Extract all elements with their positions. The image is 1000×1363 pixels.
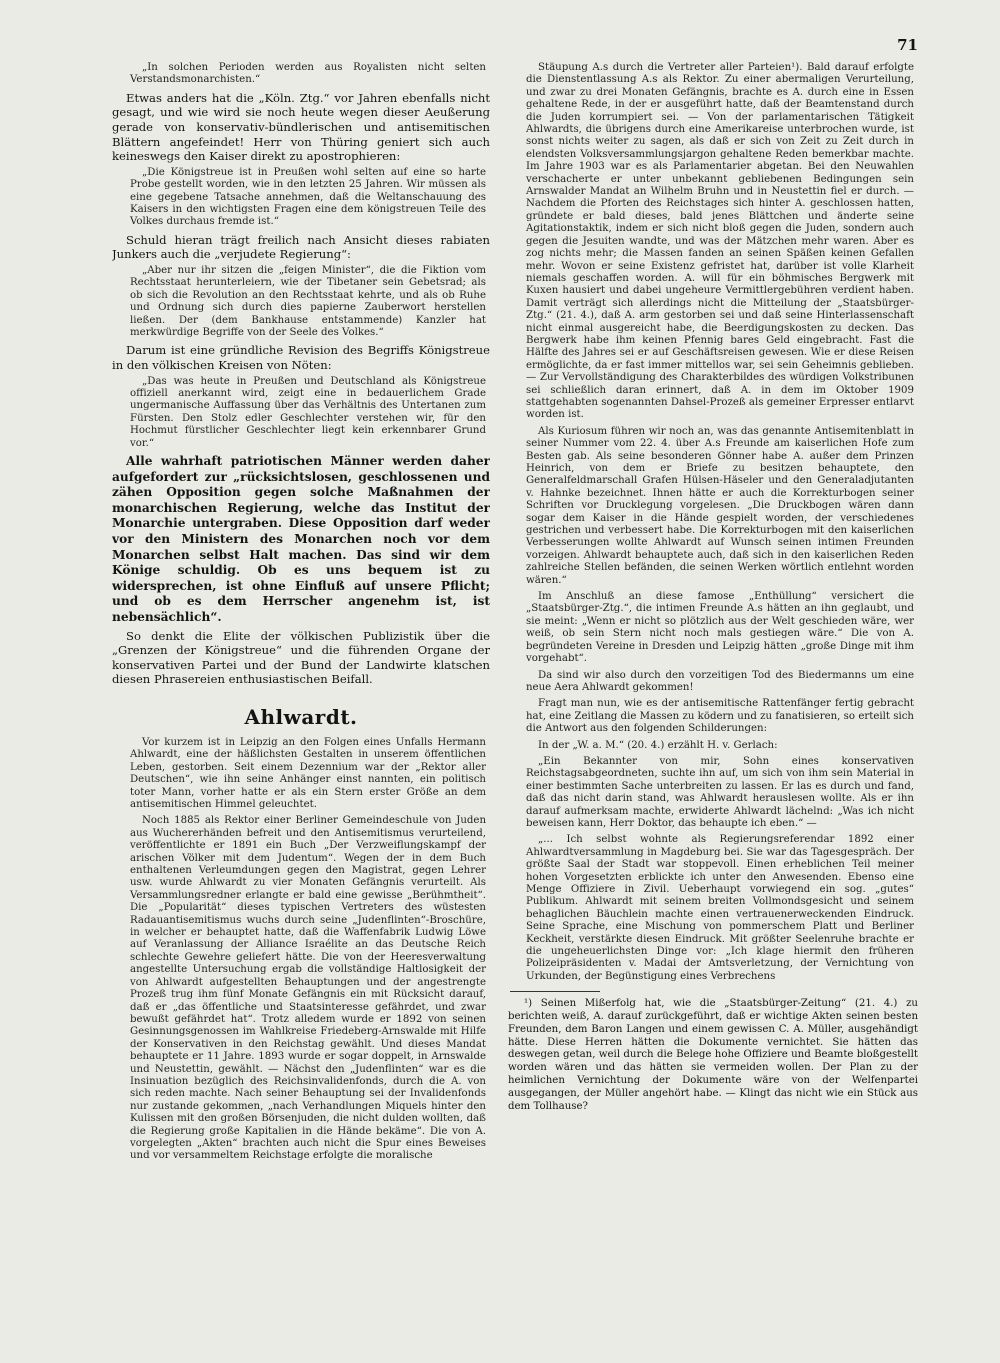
- quote-paragraph: „Ein Bekannter von mir, Sohn eines konservativen Reichstagsabgeordneten, suchte ihn auf, um sich von ihm sein Material in einer bestimmten Sache unterbreiten zu lassen. Er las es durch und fand, daß das nicht darin stand, was Ahlwardt herauslesen wollte. Als er ihn darauf aufmerksam machte, erwiderte Ahlwardt lächelnd: „Was ich nicht beweisen kann, Herr Doktor, das behaupte ich eben.“ —: [526, 755, 914, 829]
- body-paragraph: Schuld hieran trägt freilich nach Ansicht dieses rabiaten Junkers auch die „verjudete Regierung“:: [112, 232, 490, 262]
- quote-paragraph: „Aber nur ihr sitzen die „feigen Minister“, die die Fiktion vom Rechtsstaat herunterleiern, wie der Tibetaner sein Gebetsrad; als ob sich die Revolution an den Rechtsstaat kehrte, und als ob Ruhe und Ordnung sich durch dies papierne Zauberwort herstellen ließen. Der (dem Bankhause entstammende) Kanzler hat merkwürdige Begriffe von der Seele des Volkes.“: [130, 265, 486, 339]
- quote-paragraph: „... Ich selbst wohnte als Regierungsreferendar 1892 einer Ahlwardtversammlung in Magdeburg bei. Sie war das Tagesgespräch. Der größte Saal der Stadt war stoppevoll. Einen erheblichen Teil meiner hohen Vorgesetzten erblickte ich unter den Anwesenden. Ebenso eine Menge Offiziere in Zivil. Ueberhaupt vorwiegend ein sog. „gutes“ Publikum. Ahlwardt mit seinem breiten Vollmondsgesicht und seinem behaglichen Bäuchlein machte einen vertrauenerweckenden Eindruck. Seine Sprache, eine Mischung von pommerschem Platt und Berliner Keckheit, verstärkte diesen Eindruck. Mit größter Seelenruhe brachte er die ungeheuerlichsten Dinge vor: „Ich klage hiermit den früheren Polizeipräsidenten v. Madai der Amtsverletzung, der Vernichtung von Urkunden, der Begünstigung eines Verbrechens: [526, 834, 914, 982]
- body-paragraph: Alle wahrhaft patriotischen Männer werden daher aufgefordert zur „rücksichtslosen, geschlossenen und zähen Opposition gegen solche Maßnahmen der monarchischen Regierung, welche das Institut der Monarchie untergraben. Diese Opposition darf weder vor den Ministern des Monarchen noch vor dem Monarchen selbst Halt machen. Das sind wir dem Könige schuldig. Ob es uns bequem ist zu widersprechen, ist ohne Einfluß auf unsere Pflicht; und ob es dem Herrscher angenehm ist, ist nebensächlich“.: [112, 454, 490, 624]
- body-paragraph: Da sind wir also durch den vorzeitigen Tod des Biedermanns um eine neue Aera Ahlwardt gekommen!: [526, 669, 914, 693]
- quote-paragraph: „Die Königstreue ist in Preußen wohl selten auf eine so harte Probe gestellt worden, wie in den letzten 25 Jahren. Wir müssen als eine gegebene Tatsache annehmen, daß die Weltanschauung des Kaisers in den wichtigsten Fragen eine dem königstreuen Teile des Volkes durchaus fremde ist.“: [130, 166, 486, 228]
- body-paragraph: Etwas anders hat die „Köln. Ztg.“ vor Jahren ebenfalls nicht gesagt, und wie wird sie noch heute wegen dieser Aeußerung gerade von konservativ-bündlerischen und antisemitischen Blättern angefeindet! Herr von Thüring geniert sich auch keineswegs den Kaiser direkt zu apostrophieren:: [112, 90, 490, 164]
- body-paragraph: Stäupung A.s durch die Vertreter aller Parteien¹). Bald darauf erfolgte die Dienstentlassung A.s als Rektor. Zu einer abermaligen Verurteilung, und zwar zu drei Monaten Gefängnis, brachte es A. durch eine in Essen gehaltene Rede, in der er ausgeführt hatte, daß der Beamtenstand durch die Juden korrumpiert sei. — Von der parlamentarischen Tätigkeit Ahlwardts, die übrigens durch eine Amerikareise unterbrochen wurde, ist sonst nichts weiter zu sagen, als daß er sich von Zeit zu Zeit durch in elendsten Volksversammlungsjargon gehaltene Reden bemerkbar machte. Im Jahre 1903 war es als Parlamentarier abgetan. Bei den Neuwahlen verschacherte er unter unbekannt gebliebenen Bedingungen sein Arnswalder Mandat an Wilhelm Bruhn und in Neustettin fiel er durch. — Nachdem die Pforten des Reichstages sich hinter A. geschlossen hatten, gründete er bald dieses, bald jenes Blättchen und änderte seine Agitationstaktik, indem er sich nicht bloß gegen die Juden, sondern auch gegen die Jesuiten wandte, und was der Mätzchen mehr waren. Aber es zog nichts mehr; die Massen fanden an seinen Späßen keinen Gefallen mehr. Wovon er seine Existenz gefristet hat, darüber ist volle Klarheit niemals geschaffen worden. A. will für ein böhmisches Bergwerk mit Kuxen hausiert und dabei ungeheure Vermittlergebühren verdient haben. Damit verträgt sich allerdings nicht die Mitteilung der „Staatsbürger-Ztg.“ (21. 4.), daß A. arm gestorben sei und daß seine Hinterlassenschaft nicht einmal ausgereicht habe, die Beerdigungskosten zu decken. Das Bergwerk habe ihm keinen Pfennig bares Geld eingebracht. Fast die Hälfte des Jahres sei er auf Geschäftsreisen gewesen. Wie er diese Reisen ermöglichte, da er fast immer mittellos war, sei sein Geheimnis geblieben. — Zur Vervollständigung des Charakterbildes des würdigen Volkstribunen sei schließlich daran erinnert, daß A. in dem im Oktober 1909 stattgehabten sogenannten Dahsel-Prozeß als gemeiner Erpresser entlarvt worden ist.: [526, 62, 914, 421]
- body-paragraph: Im Anschluß an diese famose „Enthüllung“ versichert die „Staatsbürger-Ztg.“, die intimen Freunde A.s hätten an ihn geglaubt, und sie meint: „Wenn er nicht so plötzlich aus der Welt geschieden wäre, wer weiß, ob sein Stern nicht noch mals gestiegen wäre.“ Die von A. begründeten Vereine in Dresden und Leipzig hätten „große Dinge mit ihm vorgehabt“.: [526, 591, 914, 665]
- body-paragraph: Vor kurzem ist in Leipzig an den Folgen eines Unfalls Hermann Ahlwardt, eine der häßlichsten Gestalten in unserem öffentlichen Leben, gestorben. Seit einem Dezennium war der „Rektor aller Deutschen“, wie ihn seine Anhänger einst nannten, ein politisch toter Mann, vorher hatte er als ein Stern erster Größe an dem antisemitischen Himmel geleuchtet.: [130, 736, 486, 810]
- footnote: ¹) Seinen Mißerfolg hat, wie die „Staatsbürger-Zeitung“ (21. 4.) zu berichten weiß, A. darauf zurückgeführt, daß er wichtige Akten seinen besten Freunden, dem Baron Langen und einem gewissen C. A. Müller, ausgehändigt hätte. Diese Herren hätten die Dokumente vernichtet. Sie hätten das deswegen getan, weil durch die Belege hohe Offiziere und Beamte bloßgestellt worden wären und das hätten sie vermeiden wollen. Der Plan zu der heimlichen Vernichtung der Dokumente wäre von der Welfenpartei ausgegangen, der Müller angehört habe. — Klingt das nicht wie ein Stück aus dem Tollhause?: [508, 998, 918, 1112]
- body-paragraph: In der „W. a. M.“ (20. 4.) erzählt H. v. Gerlach:: [538, 739, 778, 751]
- footnote-divider: [510, 991, 600, 992]
- right-column: [508, 62, 918, 1323]
- body-paragraph: Noch 1885 als Rektor einer Berliner Gemeindeschule von Juden aus Wuchererhänden befreit und den Antisemitismus verurteilend, veröffentlichte er 1891 ein Buch „Der Verzweiflungskampf der arischen Völker mit dem Judentum“. Wegen der in dem Buch enthaltenen Verleumdungen gegen den Magistrat, gegen Lehrer usw. wurde Ahlwardt zu vier Monaten Gefängnis verurteilt. Als Versammlungsredner erlangte er bald eine gewisse „Berühmtheit“. Die „Popularität“ dieses typischen Vertreters des wüstesten Radauantisemitismus wuchs durch seine „Judenflinten“-Broschüre, in welcher er behauptet hatte, daß die Waffenfabrik Ludwig Löwe auf Veranlassung der Alliance Israélite an das Deutsche Reich schlechte Gewehre geliefert hätte. Die von der Heeresverwaltung angestellte Untersuchung ergab die vollständige Haltlosigkeit der von Ahlwardt aufgestellten Behauptungen und der angestrengte Prozeß trug ihm fünf Monate Gefängnis ein mit Rücksicht darauf, daß er „das öffentliche und Staatsinteresse gefährdet, und zwar bewußt gefährdet hat“. Trotz alledem wurde er 1892 von seinen Gesinnungsgenossen im Wahlkreise Friedeberg-Arnswalde mit Hilfe der Konservativen in den Reichstag gewählt. Und dieses Mandat behauptete er 11 Jahre. 1893 wurde er sogar doppelt, in Arnswalde und Neustettin, gewählt. — Nächst den „Judenflinten“ war es die Insinuation bezüglich des Reichsinvalidenfonds, durch die A. von sich reden machte. Nach seiner Behauptung sei der Invalidenfonds nur zustande gekommen, „nach Verhandlungen Miquels hinter den Kulissen mit den großen Börsenjuden, die nicht dulden wollten, daß die Regierung große Kapitalien in die Hände bekäme“. Die von A. vorgelegten „Akten“ brachten auch nicht die Spur eines Beweises und vor versammeltem Reichstage erfolgte die moralische: [130, 815, 486, 1162]
- body-paragraph: So denkt die Elite der völkischen Publizistik über die „Grenzen der Königstreue“ und die führenden Organe der konservativen Partei und der Bund der Landwirte klatschen diesen Phrasereien enthusiastischen Beifall.: [112, 628, 490, 687]
- quote-paragraph: „In solchen Perioden werden aus Royalisten nicht selten Verstandsmonarchisten.“: [130, 62, 486, 86]
- left-column: [112, 62, 490, 1323]
- page-number: 71: [897, 36, 918, 54]
- section-heading: Ahlwardt.: [244, 704, 358, 729]
- quote-paragraph: „Das was heute in Preußen und Deutschland als Königstreue offiziell anerkannt wird, zeigt eine in bedauerlichem Grade ungermanische Auffassung über das Verhältnis des Untertanen zum Fürsten. Den Stolz edler Geschlechter verstehen wir, für den Hochmut fürstlicher Geschlechter liegt kein erkennbarer Grund vor.“: [130, 375, 486, 449]
- body-paragraph: Als Kuriosum führen wir noch an, was das genannte Antisemitenblatt in seiner Nummer vom 22. 4. über A.s Freunde am kaiserlichen Hofe zum Besten gab. Als seine besonderen Gönner habe A. außer dem Prinzen Heinrich, von dem er Briefe zu besitzen behauptete, den Generalfeldmarschall Grafen Hülsen-Häseler und den Generaladjutanten v. Hahnke bezeichnet. Ihnen hätte er auch die Korrekturbogen seiner Schriften vor Drucklegung vorgelesen. „Die Druckbogen wären dann sogar dem Kaiser in die Hände gespielt worden, der verschiedenes gestrichen und verbessert habe. Die Korrekturbogen mit den kaiserlichen Verbesserungen wollte Ahlwardt auf Wunsch seinen intimen Freunden vorzeigen. Ahlwardt behauptete auch, daß sich in den kaiserlichen Reden zahlreiche Stellen befänden, die seinen Werken wörtlich entlehnt worden wären.“: [526, 425, 914, 586]
- body-paragraph: Fragt man nun, wie es der antisemitische Rattenfänger fertig gebracht hat, eine Zeitlang die Massen zu ködern und zu fanatisieren, so erteilt sich die Antwort aus den folgenden Schilderungen:: [526, 698, 914, 735]
- body-paragraph: Darum ist eine gründliche Revision des Begriffs Königstreue in den völkischen Kreisen von Nöten:: [112, 343, 490, 373]
